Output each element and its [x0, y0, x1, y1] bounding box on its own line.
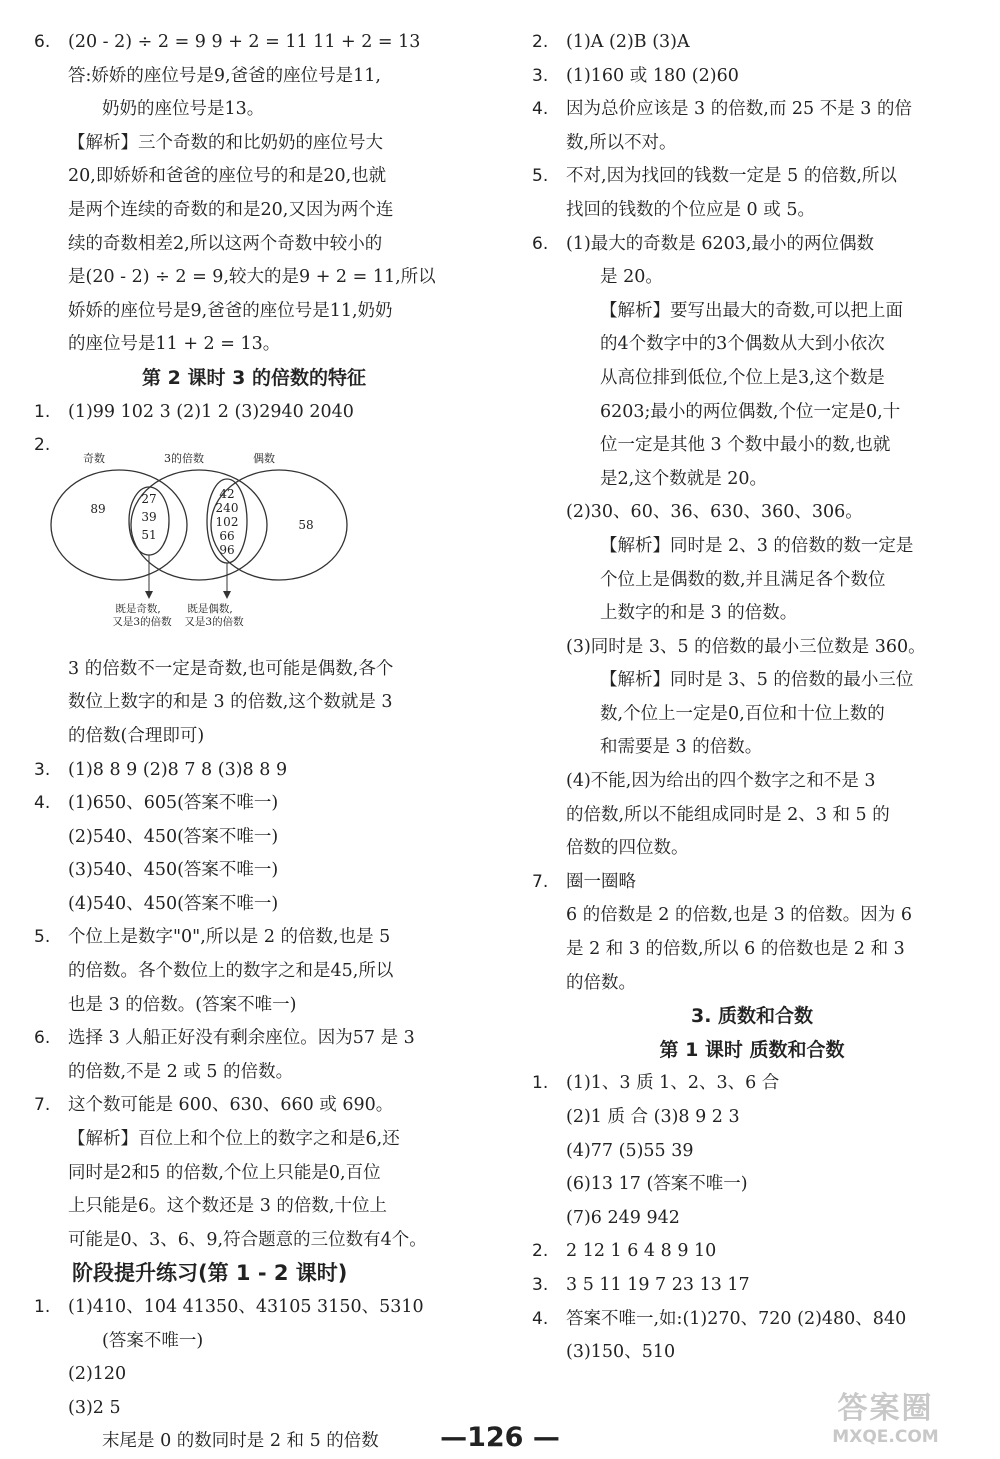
answer-text: (3)2 5	[68, 1397, 121, 1418]
answer-line	[532, 799, 972, 833]
answer-text: 娇娇的座位号是9,爸爸的座位号是11,奶奶	[68, 300, 393, 321]
answer-text: 答案不唯一,如:(1)270、720 (2)480、840	[566, 1308, 907, 1329]
answer-text: 找回的钱数的个位应是 0 或 5。	[566, 199, 815, 220]
answer-text: 的倍数,所以不能组成同时是 2、3 和 5 的	[566, 804, 890, 825]
answer-text: 是2,这个数就是 20。	[600, 468, 768, 489]
answer-text: (1)99 102 3 (2)1 2 (3)2940 2040	[68, 401, 354, 422]
arrow-head	[223, 591, 231, 599]
answer-text: 数,所以不对。	[566, 132, 677, 153]
answer-line	[34, 295, 474, 329]
answer-text: 【解析】同时是 2、3 的倍数的数一定是	[600, 535, 914, 556]
answer-line	[532, 194, 972, 228]
odd-only-value: 89	[90, 501, 106, 516]
answer-line	[34, 821, 474, 855]
answer-text: 2 12 1 6 4 8 9 10	[566, 1241, 717, 1262]
page-number: —126 —	[440, 1422, 560, 1453]
answer-text: (4)不能,因为给出的四个数字之和不是 3	[566, 771, 876, 792]
question-number: 5.	[532, 166, 549, 187]
answer-line	[34, 1325, 474, 1359]
answer-text: 的倍数(合理即可)	[68, 725, 205, 746]
answer-text: (6)13 17 (答案不唯一)	[566, 1174, 748, 1195]
answer-line	[532, 328, 972, 362]
answer-line	[532, 295, 972, 329]
question-number: 5.	[34, 927, 51, 948]
answer-text: (4)540、450(答案不唯一)	[68, 893, 279, 914]
label-odd: 奇数	[83, 451, 105, 465]
question-number: 3.	[34, 759, 51, 780]
answer-text: 选择 3 人船正好没有剩余座位。因为57 是 3	[68, 1028, 415, 1049]
answer-text: 位一定是其他 3 个数中最小的数,也就	[600, 435, 891, 456]
question-line	[532, 160, 972, 194]
section-heading: 阶段提升练习(第 1 - 2 课时)	[72, 1261, 348, 1286]
answer-text: 数,个位上一定是0,百位和十位上数的	[600, 703, 885, 724]
answer-text: (3)540、450(答案不唯一)	[68, 860, 279, 881]
question-number: 3.	[532, 1274, 549, 1295]
answer-line	[34, 60, 474, 94]
note-even-and-3-line1: 既是偶数,	[187, 602, 233, 615]
answer-text: 也是 3 的倍数。(答案不唯一)	[68, 994, 297, 1015]
answer-text: 【解析】同时是 3、5 的倍数的最小三位	[600, 670, 914, 691]
question-line	[34, 921, 474, 955]
answer-line	[34, 720, 474, 754]
answer-text: 是 20。	[600, 267, 663, 288]
answer-text: 个位上是数字"0",所以是 2 的倍数,也是 5	[68, 927, 391, 948]
question-line	[34, 754, 474, 788]
section-heading: 第 2 课时 3 的倍数的特征	[142, 366, 366, 389]
answer-line	[34, 1056, 474, 1090]
answer-line	[532, 496, 972, 530]
odd-and-3-value: 39	[141, 509, 157, 524]
answer-line	[532, 429, 972, 463]
odd-and-3-value: 51	[141, 527, 157, 542]
question-line	[34, 26, 474, 60]
answer-text: (1)8 8 9 (2)8 7 8 (3)8 8 9	[68, 759, 288, 780]
even-and-3-value: 96	[219, 542, 235, 557]
venn-diagram	[34, 451, 474, 653]
question-line	[34, 1291, 474, 1325]
answer-line	[34, 1392, 474, 1426]
answer-text: 因为总价应该是 3 的倍数,而 25 不是 3 的倍	[566, 99, 912, 120]
watermark-title: 答案圈	[837, 1391, 934, 1426]
answer-line	[532, 967, 972, 1001]
answer-text: (2)1 质 合 (3)8 9 2 3	[566, 1107, 740, 1127]
answer-text: (2)120	[68, 1364, 127, 1385]
answer-line	[532, 261, 972, 295]
answer-text: 是两个连续的奇数的和是20,又因为两个连	[68, 199, 394, 220]
answer-text: (1)160 或 180 (2)60	[566, 65, 739, 86]
answer-text: 【解析】三个奇数的和比奶奶的座位号大	[68, 132, 383, 153]
answer-line	[34, 989, 474, 1023]
answer-text: 上只能是6。这个数还是 3 的倍数,十位上	[68, 1196, 387, 1217]
answer-text: 20,即娇娇和爸爸的座位号的和是20,也就	[68, 166, 387, 187]
question-line	[532, 228, 972, 262]
answer-text: (1)1、3 质 1、2、3、6 合	[566, 1073, 780, 1094]
answer-text: 续的奇数相差2,所以这两个奇数中较小的	[68, 233, 383, 254]
question-line	[532, 26, 972, 60]
question-line	[532, 60, 972, 94]
answer-line	[532, 933, 972, 967]
answer-line	[34, 653, 474, 687]
answer-line	[532, 832, 972, 866]
question-number: 2.	[532, 1241, 549, 1262]
answer-line	[532, 1336, 972, 1370]
answer-text: 答:娇娇的座位号是9,爸爸的座位号是11,	[68, 65, 381, 86]
question-line	[34, 396, 474, 430]
answer-line	[532, 463, 972, 497]
answer-line	[532, 564, 972, 598]
answer-text: (1)650、605(答案不唯一)	[68, 793, 279, 814]
question-number: 4.	[532, 99, 549, 120]
answer-text: (答案不唯一)	[102, 1330, 204, 1351]
answer-text: 这个数可能是 600、630、660 或 690。	[68, 1095, 394, 1116]
answer-line	[34, 1157, 474, 1191]
answer-text: 个位上是偶数的数,并且满足各个数位	[600, 569, 886, 590]
even-and-3-value: 102	[215, 514, 239, 529]
section-heading: 第 1 课时 质数和合数	[659, 1038, 845, 1061]
answer-text: 不对,因为找回的钱数一定是 5 的倍数,所以	[566, 166, 897, 187]
answer-text: (4)77 (5)55 39	[566, 1140, 694, 1161]
answer-line	[532, 698, 972, 732]
note-odd-and-3-line2: 又是3的倍数	[112, 615, 172, 628]
right-column	[532, 26, 972, 1370]
question-number: 3.	[532, 65, 549, 86]
answer-line	[532, 731, 972, 765]
odd-and-3-value: 27	[141, 491, 157, 506]
even-and-3-value: 42	[219, 486, 235, 501]
answer-line	[532, 1135, 972, 1169]
set-odd-circle	[51, 470, 187, 580]
question-number: 4.	[34, 793, 51, 814]
question-line	[532, 1067, 972, 1101]
question-line	[34, 1022, 474, 1056]
answer-text: 的倍数。	[566, 972, 636, 993]
venn-svg	[34, 451, 474, 653]
label-multiple-of-3: 3的倍数	[164, 451, 204, 465]
answer-line	[34, 261, 474, 295]
watermark-url: MXQE.COM	[832, 1427, 939, 1447]
answer-text: (20 - 2) ÷ 2 = 9 9 + 2 = 11 11 + 2 = 13	[68, 32, 421, 52]
answer-line	[532, 1202, 972, 1236]
answer-text: (2)30、60、36、630、360、306。	[566, 502, 863, 523]
question-line	[532, 1303, 972, 1337]
answer-line	[532, 1168, 972, 1202]
answer-text: 数位上数字的和是 3 的倍数,这个数就是 3	[68, 692, 393, 713]
question-line	[34, 1089, 474, 1123]
answer-line	[532, 396, 972, 430]
answer-line	[34, 1358, 474, 1392]
question-number: 6.	[34, 1028, 51, 1049]
answer-text: 3 5 11 19 7 23 13 17	[566, 1274, 750, 1295]
answer-line	[34, 194, 474, 228]
answer-text: (3)同时是 3、5 的倍数的最小三位数是 360。	[566, 636, 926, 657]
answer-text: (7)6 249 942	[566, 1207, 680, 1228]
answer-line	[34, 955, 474, 989]
answer-line	[34, 888, 474, 922]
question-number: 4.	[532, 1308, 549, 1329]
answer-text: 圈一圈略	[566, 871, 636, 892]
answer-line	[34, 328, 474, 362]
label-even: 偶数	[253, 451, 275, 465]
answer-text: (2)540、450(答案不唯一)	[68, 826, 279, 847]
note-odd-and-3-line1: 既是奇数,	[115, 602, 161, 615]
answer-text: 从高位排到低位,个位上是3,这个数是	[600, 367, 885, 388]
question-number: 7.	[34, 1095, 51, 1116]
answer-line	[532, 631, 972, 665]
answer-line	[34, 1123, 474, 1157]
question-number: 7.	[532, 871, 549, 892]
answer-line	[34, 160, 474, 194]
answer-text: 的4个数字中的3个偶数从大到小依次	[600, 334, 885, 355]
answer-text: 的倍数。各个数位上的数字之和是45,所以	[68, 961, 394, 982]
answer-text: 6203;最小的两位偶数,个位一定是0,十	[600, 401, 901, 422]
question-line	[34, 787, 474, 821]
answer-line	[532, 597, 972, 631]
answer-line	[34, 1190, 474, 1224]
answer-text: 末尾是 0 的数同时是 2 和 5 的倍数	[102, 1431, 379, 1452]
left-column	[34, 26, 474, 1459]
answer-text: 【解析】要写出最大的奇数,可以把上面	[600, 300, 904, 321]
answer-text: 3 的倍数不一定是奇数,也可能是偶数,各个	[68, 658, 394, 679]
question-number: 1.	[34, 401, 51, 422]
answer-line	[532, 127, 972, 161]
answer-text: 的座位号是11 + 2 = 13。	[68, 334, 281, 355]
question-number: 6.	[532, 233, 549, 254]
answer-text: 上数字的和是 3 的倍数。	[600, 603, 798, 624]
answer-line	[532, 1101, 972, 1135]
question-line	[532, 1269, 972, 1303]
answer-line	[34, 93, 474, 127]
even-and-3-value: 66	[219, 528, 235, 543]
answer-text: (1)410、104 41350、43105 3150、5310	[68, 1297, 424, 1317]
answer-text: 是 2 和 3 的倍数,所以 6 的倍数也是 2 和 3	[566, 939, 905, 960]
answer-text: 的倍数,不是 2 或 5 的倍数。	[68, 1061, 294, 1082]
answer-line	[34, 127, 474, 161]
answer-line	[532, 362, 972, 396]
answer-text: 同时是2和5 的倍数,个位上只能是0,百位	[68, 1162, 381, 1183]
answer-text: (3)150、510	[566, 1342, 676, 1363]
answer-text: 倍数的四位数。	[566, 838, 689, 859]
even-and-3-value: 240	[215, 500, 239, 515]
answer-text: 和需要是 3 的倍数。	[600, 737, 763, 758]
answer-text: 【解析】百位上和个位上的数字之和是6,还	[68, 1129, 400, 1150]
answer-text: (1)A (2)B (3)A	[566, 32, 690, 52]
question-number: 1.	[532, 1073, 549, 1094]
answer-text: 可能是0、3、6、9,符合题意的三位数有4个。	[68, 1229, 427, 1250]
question-number: 6.	[34, 32, 51, 52]
question-line	[532, 1235, 972, 1269]
answer-line	[532, 765, 972, 799]
answer-line	[532, 899, 972, 933]
question-line	[532, 93, 972, 127]
answer-text: 奶奶的座位号是13。	[102, 99, 265, 120]
watermark-logo	[793, 1383, 978, 1447]
question-line	[532, 866, 972, 900]
question-number: 1.	[34, 1297, 51, 1317]
arrow-head	[145, 591, 153, 599]
answer-line	[532, 530, 972, 564]
answer-text: 是(20 - 2) ÷ 2 = 9,较大的是9 + 2 = 11,所以	[68, 267, 436, 288]
answer-line	[34, 228, 474, 262]
answer-line	[34, 686, 474, 720]
answer-text: 6 的倍数是 2 的倍数,也是 3 的倍数。因为 6	[566, 905, 912, 926]
answer-line	[532, 664, 972, 698]
answer-text: (1)最大的奇数是 6203,最小的两位偶数	[566, 233, 874, 254]
even-only-value: 58	[298, 517, 314, 532]
answer-line	[34, 854, 474, 888]
question-number: 2.	[34, 435, 51, 456]
note-even-and-3-line2: 又是3的倍数	[184, 615, 244, 628]
answer-line	[34, 1224, 474, 1258]
question-number: 2.	[532, 32, 549, 52]
section-heading: 3. 质数和合数	[690, 1005, 814, 1028]
